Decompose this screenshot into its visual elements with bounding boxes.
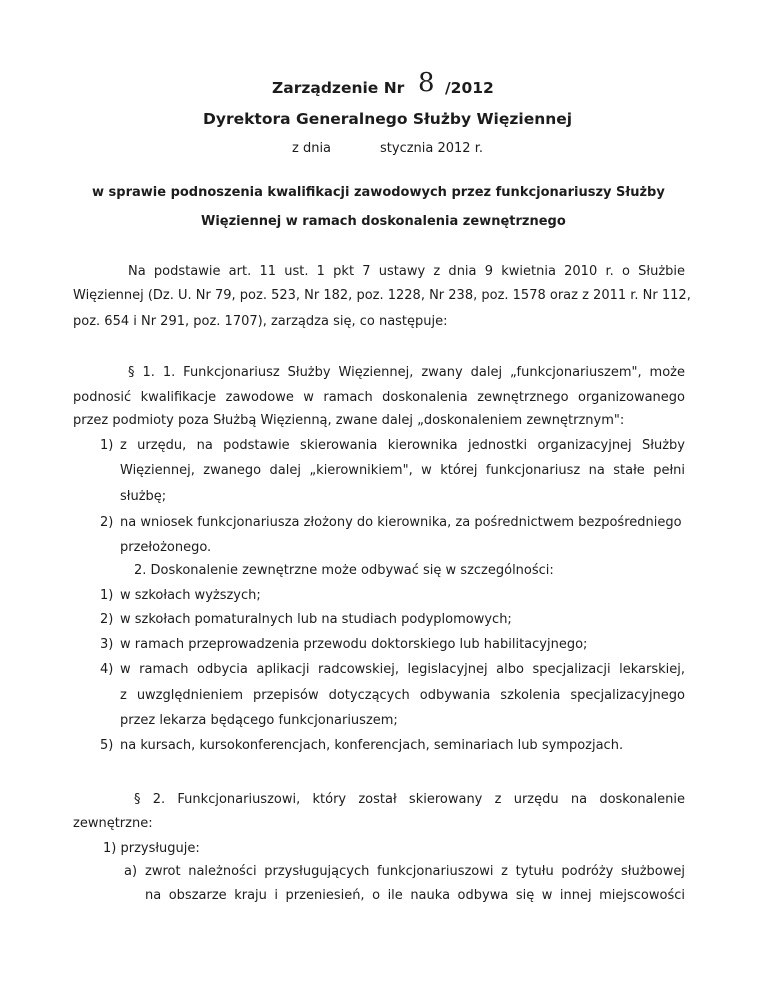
date-suffix: stycznia 2012 r. (380, 141, 483, 156)
list-item-number: 4) (100, 662, 114, 677)
list-item-line: z uwzględnieniem przepisów dotyczących odbywania szkolenia specjalizacyjnego (120, 688, 685, 703)
section2-item-1: 1) przysługuje: (103, 841, 200, 856)
list-item-number: 2) (100, 515, 114, 530)
preamble-line-3: poz. 654 i Nr 291, poz. 1707), zarządza się, co następuje: (73, 314, 448, 329)
list-item-line: Więziennej, zwanego dalej „kierownikiem", w której funkcjonariusz na stałe pełni (120, 463, 685, 478)
section2-line-2: zewnętrzne: (73, 816, 153, 831)
section1-paragraph-2: 2. Doskonalenie zewnętrzne może odbywać się w szczególności: (134, 563, 554, 578)
list-item-line: z urzędu, na podstawie skierowania kierownika jednostki organizacyjnej Służby (120, 438, 685, 453)
date-prefix: z dnia (292, 141, 332, 156)
list-item-number: 5) (100, 738, 114, 753)
subject-line-1: w sprawie podnoszenia kwalifikacji zawodowych przez funkcjonariuszy Służby (92, 185, 665, 200)
list-item-number: 2) (100, 612, 114, 627)
list-item-line: przełożonego. (120, 540, 212, 555)
handwritten-number: 8 (418, 68, 435, 98)
list-item-line: przez lekarza będącego funkcjonariuszem; (120, 713, 398, 728)
list-item-number: 3) (100, 637, 114, 652)
list-item-line: zwrot należności przysługujących funkcjonariuszowi z tytułu podróży służbowej (145, 864, 685, 879)
section2-line-1: § 2. Funkcjonariuszowi, który został skierowany z urzędu na doskonalenie (134, 792, 685, 807)
list-item-line: służbę; (120, 489, 167, 504)
list-item-number: 1) (100, 588, 114, 603)
section1-line-2: podnosić kwalifikacje zawodowe w ramach doskonalenia zewnętrznego organizowanego (73, 390, 685, 405)
list-item-line: w ramach odbycia aplikacji radcowskiej, legislacyjnej albo specjalizacji lekarskiej, (120, 662, 685, 677)
list-item-line: na kursach, kursokonferencjach, konferencjach, seminariach lub sympozjach. (120, 738, 624, 753)
preamble-line-1: Na podstawie art. 11 ust. 1 pkt 7 ustawy z dnia 9 kwietnia 2010 r. o Służbie (128, 264, 685, 279)
date-line (292, 141, 492, 161)
list-item-line: na obszarze kraju i przeniesień, o ile nauka odbywa się w innej miejscowości (145, 888, 685, 903)
list-item-line: w ramach przeprowadzenia przewodu doktorskiego lub habilitacyjnego; (120, 637, 588, 652)
section1-line-3: przez podmioty poza Służbą Więzienną, zwane dalej „doskonaleniem zewnętrznym": (73, 413, 625, 428)
list-item-label: a) (124, 864, 138, 879)
list-item-line: w szkołach wyższych; (120, 588, 261, 603)
list-item-line: w szkołach pomaturalnych lub na studiach podyplomowych; (120, 612, 512, 627)
page-title (268, 70, 508, 106)
title-suffix: /2012 (445, 79, 494, 97)
title-prefix: Zarządzenie Nr (272, 79, 405, 97)
subject-line-2: Więziennej w ramach doskonalenia zewnętrznego (201, 214, 566, 229)
issuer-line: Dyrektora Generalnego Służby Więziennej (203, 110, 573, 128)
section1-line-1: § 1. 1. Funkcjonariusz Służby Więziennej, zwany dalej „funkcjonariuszem", może (128, 365, 685, 380)
list-item-number: 1) (100, 438, 114, 453)
preamble-line-2: Więziennej (Dz. U. Nr 79, poz. 523, Nr 182, poz. 1228, Nr 238, poz. 1578 oraz z 2011 r. Nr 112, (73, 288, 691, 303)
list-item-line: na wniosek funkcjonariusza złożony do kierownika, za pośrednictwem bezpośredniego (120, 515, 682, 530)
